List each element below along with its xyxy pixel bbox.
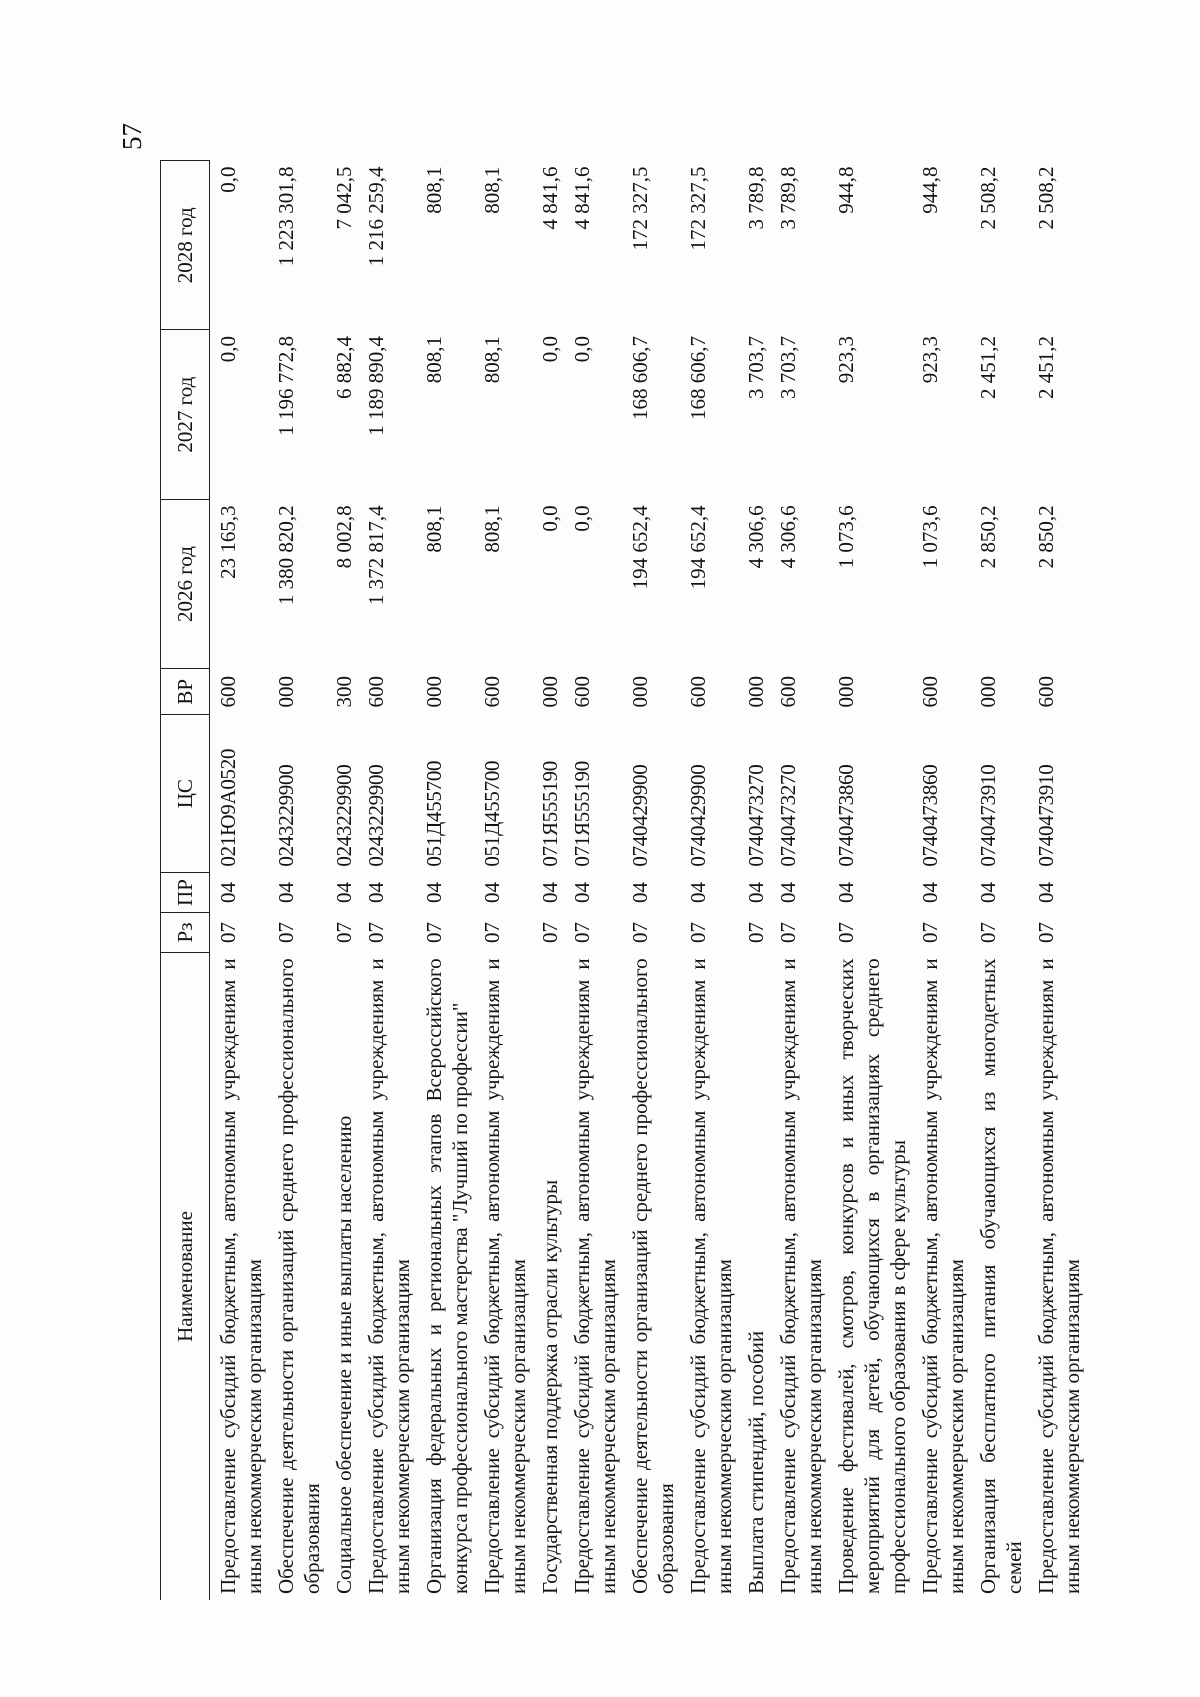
cell-rz: 07	[274, 921, 298, 943]
cell-2027: 0,0	[570, 335, 594, 363]
cell-pr: 04	[918, 882, 942, 904]
cell-name: Организация федеральных и региональных этапов Всероссийского конкурса профессионального мастерства "Лучший по профессии"	[422, 958, 472, 1594]
cell-2028: 3 789,8	[744, 166, 768, 230]
cell-pr: 04	[776, 882, 800, 904]
cell-rz: 07	[216, 921, 240, 943]
cell-2028: 808,1	[480, 166, 504, 214]
cell-2027: 2 451,2	[976, 335, 1000, 399]
cell-2026: 0,0	[538, 505, 562, 532]
cell-2027: 3 703,7	[744, 335, 768, 399]
cell-vr: 600	[216, 676, 240, 708]
cell-2027: 0,0	[216, 335, 240, 363]
table-row	[1028, 161, 1086, 1601]
cell-2026: 1 073,6	[918, 505, 942, 569]
table-row	[738, 161, 770, 1601]
cell-cs: 0740473860	[918, 764, 942, 867]
cell-cs: 0740473270	[776, 764, 800, 867]
cell-2027: 168 606,7	[628, 335, 652, 420]
cell-2028: 172 327,5	[628, 166, 652, 251]
cell-vr: 000	[628, 676, 652, 708]
table-row	[680, 161, 738, 1601]
cell-cs: 0740429900	[686, 764, 710, 867]
cell-name: Обеспечение деятельности организаций среднего профессионального образования	[274, 958, 324, 1594]
cell-cs: 0740473860	[834, 764, 858, 867]
cell-name: Предоставление субсидий бюджетным, автономным учреждениям и иным некоммерческим организациям	[480, 958, 530, 1594]
budget-table	[160, 160, 1086, 1600]
header-pr: ПР	[161, 873, 210, 913]
cell-2026: 4 306,6	[776, 505, 800, 569]
cell-pr: 04	[216, 882, 240, 904]
cell-vr: 600	[570, 676, 594, 708]
cell-vr: 000	[976, 676, 1000, 708]
cell-name: Предоставление субсидий бюджетным, автономным учреждениям и иным некоммерческим организациям	[216, 958, 266, 1594]
cell-2027: 923,3	[834, 335, 858, 384]
table-row	[268, 161, 326, 1601]
cell-name: Организация бесплатного питания обучающихся из многодетных семей	[976, 958, 1026, 1594]
cell-2026: 23 165,3	[216, 505, 240, 579]
cell-2026: 194 652,4	[686, 505, 710, 590]
cell-2027: 6 882,4	[332, 335, 356, 399]
cell-2026: 1 380 820,2	[274, 505, 298, 606]
cell-2028: 808,1	[422, 166, 446, 214]
cell-vr: 600	[364, 676, 388, 708]
cell-rz: 07	[364, 921, 388, 943]
cell-rz: 07	[480, 921, 504, 943]
cell-rz: 07	[570, 921, 594, 943]
cell-rz: 07	[686, 921, 710, 943]
cell-pr: 04	[570, 882, 594, 904]
cell-cs: 0740473910	[976, 764, 1000, 867]
cell-pr: 04	[274, 882, 298, 904]
cell-2027: 0,0	[538, 335, 562, 363]
cell-pr: 04	[686, 882, 710, 904]
cell-2028: 4 841,6	[570, 166, 594, 230]
cell-cs: 0243229900	[364, 764, 388, 867]
table-row	[416, 161, 474, 1601]
cell-pr: 04	[332, 882, 356, 904]
header-2026: 2026 год	[161, 499, 210, 668]
cell-2027: 168 606,7	[686, 335, 710, 420]
cell-vr: 000	[422, 676, 446, 708]
cell-cs: 071Я555190	[570, 761, 594, 867]
page-number: 57	[117, 123, 147, 150]
cell-2028: 172 327,5	[686, 166, 710, 251]
cell-pr: 04	[538, 882, 562, 904]
cell-name: Предоставление субсидий бюджетным, автономным учреждениям и иным некоммерческим организациям	[918, 958, 968, 1594]
cell-rz: 07	[422, 921, 446, 943]
header-cs: ЦС	[161, 715, 210, 873]
cell-pr: 04	[480, 882, 504, 904]
cell-name: Предоставление субсидий бюджетным, автономным учреждениям и иным некоммерческим организациям	[570, 958, 620, 1594]
table-row	[326, 161, 358, 1601]
cell-2026: 808,1	[480, 505, 504, 553]
cell-cs: 0740429900	[628, 764, 652, 867]
cell-2027: 923,3	[918, 335, 942, 384]
header-2028: 2028 год	[161, 161, 210, 330]
cell-2028: 944,8	[834, 166, 858, 214]
cell-2028: 4 841,6	[538, 166, 562, 230]
cell-cs: 051Д455700	[422, 760, 446, 867]
cell-rz: 07	[918, 921, 942, 943]
cell-cs: 0740473270	[744, 764, 768, 867]
table-row	[912, 161, 970, 1601]
cell-rz: 07	[628, 921, 652, 943]
header-2027: 2027 год	[161, 330, 210, 499]
cell-2028: 2 508,2	[976, 166, 1000, 230]
cell-vr: 000	[274, 676, 298, 708]
cell-vr: 000	[834, 676, 858, 708]
cell-vr: 300	[332, 676, 356, 708]
cell-name: Выплата стипендий, пособий	[744, 1330, 768, 1594]
cell-2026: 2 850,2	[976, 505, 1000, 569]
cell-vr: 000	[538, 676, 562, 708]
cell-rz: 07	[976, 921, 1000, 943]
cell-2028: 1 223 301,8	[274, 166, 298, 267]
cell-vr: 600	[480, 676, 504, 708]
cell-vr: 600	[1034, 676, 1058, 708]
cell-name: Проведение фестивалей, смотров, конкурсов и иных творческих мероприятий для детей, обучающихся в организациях среднего профессионального образования в сфере культуры	[834, 958, 910, 1594]
header-vr: ВР	[161, 669, 210, 715]
table-row	[970, 161, 1028, 1601]
table-body	[210, 161, 1087, 1601]
cell-2027: 2 451,2	[1034, 335, 1058, 399]
table-row	[474, 161, 532, 1601]
table-row	[564, 161, 622, 1601]
cell-2026: 194 652,4	[628, 505, 652, 590]
cell-pr: 04	[364, 882, 388, 904]
cell-name: Обеспечение деятельности организаций среднего профессионального образования	[628, 958, 678, 1594]
cell-2028: 944,8	[918, 166, 942, 214]
cell-pr: 04	[422, 882, 446, 904]
cell-2026: 0,0	[570, 505, 594, 532]
table-header-row	[161, 161, 210, 1601]
cell-cs: 021Ю9А0520	[216, 748, 240, 867]
cell-cs: 0740473910	[1034, 764, 1058, 867]
cell-2026: 808,1	[422, 505, 446, 553]
cell-2026: 8 002,8	[332, 505, 356, 569]
cell-pr: 04	[1034, 882, 1058, 904]
cell-2027: 1 196 772,8	[274, 335, 298, 436]
rotated-table-container	[160, 160, 1084, 1600]
cell-name: Предоставление субсидий бюджетным, автономным учреждениям и иным некоммерческим организациям	[364, 958, 414, 1594]
table-row	[622, 161, 680, 1601]
cell-pr: 04	[976, 882, 1000, 904]
cell-2026: 4 306,6	[744, 505, 768, 569]
cell-pr: 04	[628, 882, 652, 904]
cell-2026: 1 372 817,4	[364, 505, 388, 606]
cell-vr: 600	[776, 676, 800, 708]
cell-cs: 071Я555190	[538, 761, 562, 867]
cell-rz: 07	[538, 921, 562, 943]
header-name: Наименование	[161, 952, 210, 1600]
cell-name: Предоставление субсидий бюджетным, автономным учреждениям и иным некоммерческим организациям	[776, 958, 826, 1594]
cell-2027: 3 703,7	[776, 335, 800, 399]
cell-2028: 0,0	[216, 166, 240, 193]
table-row	[358, 161, 416, 1601]
cell-pr: 04	[744, 882, 768, 904]
cell-pr: 04	[834, 882, 858, 904]
cell-rz: 07	[744, 921, 768, 943]
table-row	[532, 161, 564, 1601]
cell-2028: 7 042,5	[332, 166, 356, 230]
cell-vr: 600	[918, 676, 942, 708]
cell-rz: 07	[332, 921, 356, 943]
cell-name: Предоставление субсидий бюджетным, автономным учреждениям и иным некоммерческим организациям	[686, 958, 736, 1594]
cell-2028: 1 216 259,4	[364, 166, 388, 267]
cell-cs: 051Д455700	[480, 760, 504, 867]
header-rz: Рз	[161, 912, 210, 952]
cell-name: Предоставление субсидий бюджетным, автономным учреждениям и иным некоммерческим организациям	[1034, 958, 1084, 1594]
cell-2028: 3 789,8	[776, 166, 800, 230]
cell-vr: 600	[686, 676, 710, 708]
cell-rz: 07	[1034, 921, 1058, 943]
cell-name: Государственная поддержка отрасли культуры	[538, 1179, 562, 1594]
cell-vr: 000	[744, 676, 768, 708]
cell-2026: 1 073,6	[834, 505, 858, 569]
table-row	[770, 161, 828, 1601]
cell-name: Социальное обеспечение и иные выплаты населению	[332, 1115, 356, 1594]
cell-rz: 07	[834, 921, 858, 943]
cell-2028: 2 508,2	[1034, 166, 1058, 230]
table-row	[828, 161, 912, 1601]
cell-2027: 1 189 890,4	[364, 335, 388, 436]
cell-cs: 0243229900	[332, 764, 356, 867]
cell-2027: 808,1	[480, 335, 504, 384]
cell-rz: 07	[776, 921, 800, 943]
cell-cs: 0243229900	[274, 764, 298, 867]
cell-2027: 808,1	[422, 335, 446, 384]
table-row	[210, 161, 269, 1601]
cell-2026: 2 850,2	[1034, 505, 1058, 569]
